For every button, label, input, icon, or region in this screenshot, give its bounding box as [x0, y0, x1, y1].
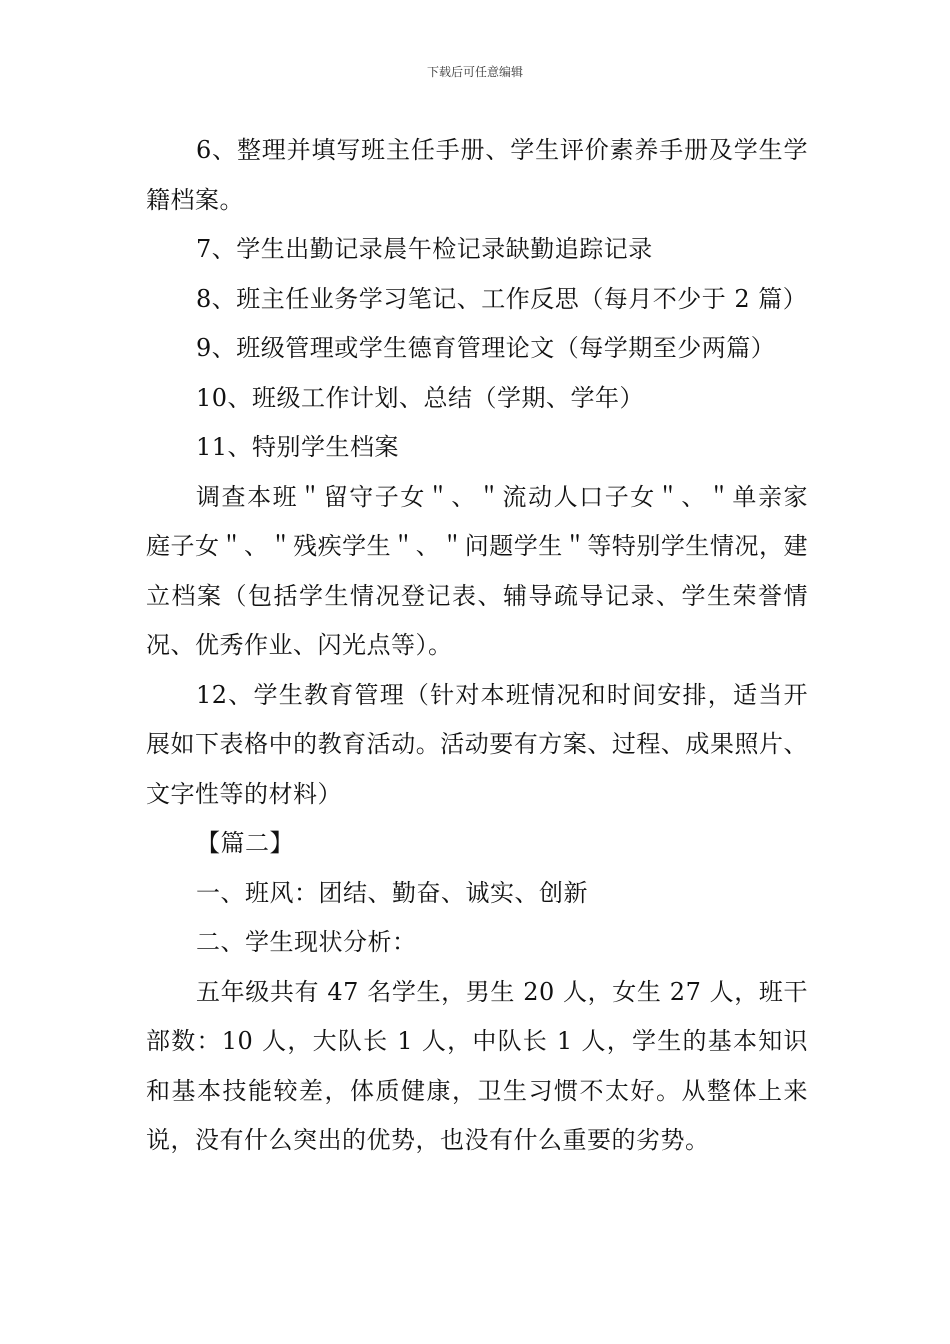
- page-header: 下载后可任意编辑: [426, 65, 523, 79]
- paragraph-special-students: 调查本班＂留守子女＂、＂流动人口子女＂、＂单亲家庭子女＂、＂残疾学生＂、＂问题学生＂等特别学生情况，建立档案（包括学生情况登记表、辅导疏导记录、学生荣誉情况、优秀作业、闪光点等）。: [146, 482, 808, 659]
- paragraph-class-style: 一、班风：团结、勤奋、诚实、创新: [196, 878, 588, 907]
- paragraph-student-analysis-heading: 二、学生现状分析：: [196, 928, 417, 956]
- section-heading-part-two: 【篇二】: [196, 829, 294, 857]
- paragraph-item-7: 7、学生出勤记录晨午检记录缺勤追踪记录: [196, 235, 653, 263]
- paragraph-item-10: 10、班级工作计划、总结（学期、学年）: [196, 383, 645, 412]
- paragraph-item-12: 12、学生教育管理（针对本班情况和时间安排，适当开展如下表格中的教育活动。活动要有方案、过程、成果照片、文字性等的材料）: [146, 680, 808, 808]
- document-body: [146, 126, 808, 1166]
- paragraph-item-11: 11、特别学生档案: [196, 433, 400, 461]
- paragraph-item-6: 6、整理并填写班主任手册、学生评价素养手册及学生学籍档案。: [146, 136, 808, 214]
- paragraph-student-analysis: 五年级共有 47 名学生，男生 20 人，女生 27 人，班干部数：10 人，大队长 1 人，中队长 1 人，学生的基本知识和基本技能较差，体质健康，卫生习惯不太好。从整体上来说，没有什么突出的优势，也没有什么重要的劣势。: [146, 977, 808, 1154]
- paragraph-item-8: 8、班主任业务学习笔记、工作反思（每月不少于 2 篇）: [196, 284, 808, 313]
- paragraph-item-9: 9、班级管理或学生德育管理论文（每学期至少两篇）: [196, 334, 776, 362]
